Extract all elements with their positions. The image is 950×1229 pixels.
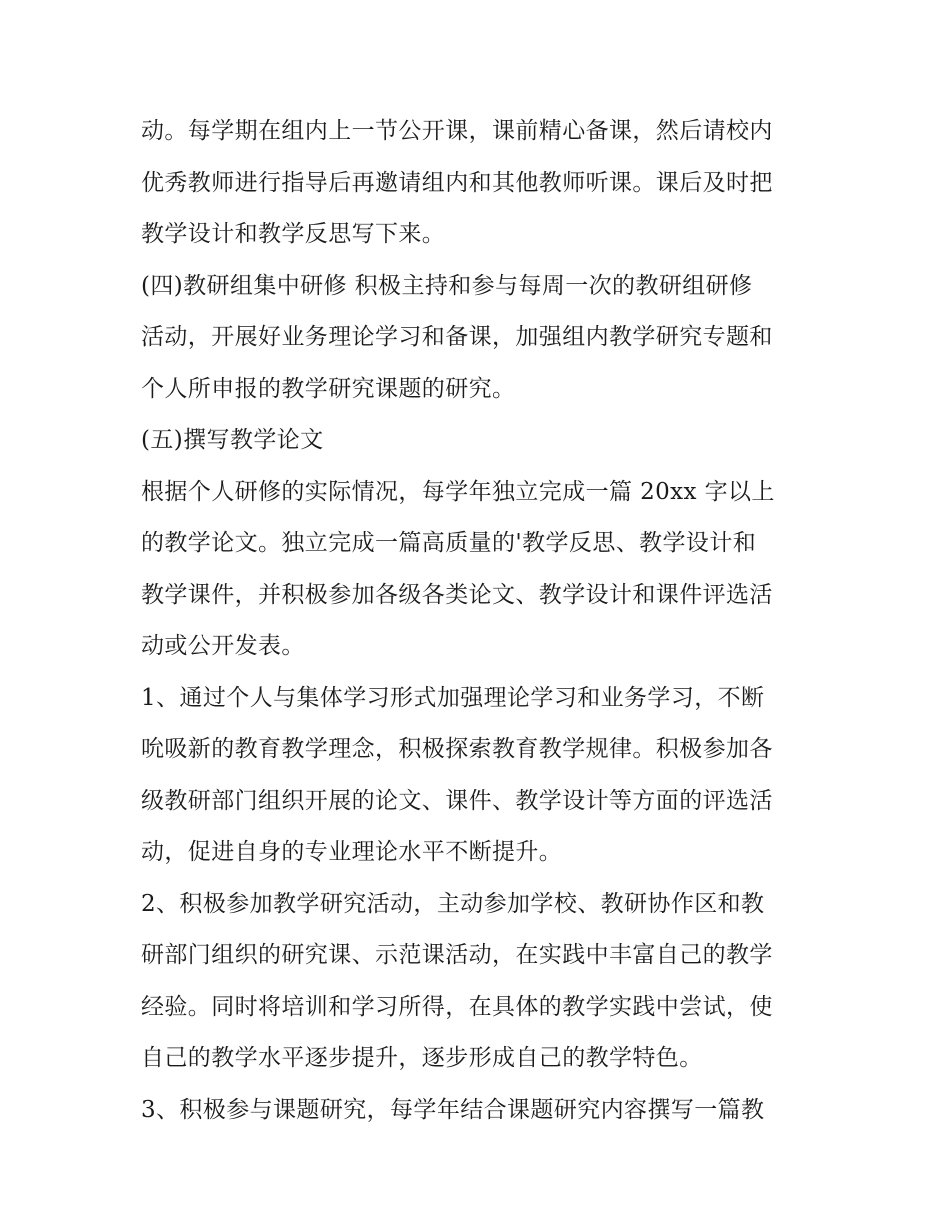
paragraph-line: 优秀教师进行指导后再邀请组内和其他教师听课。课后及时把 <box>141 169 773 196</box>
paragraph-line: 经验。同时将培训和学习所得，在具体的教学实践中尝试，使 <box>141 993 773 1020</box>
paragraph-line: 动。每学期在组内上一节公开课，课前精心备课，然后请校内 <box>141 118 773 144</box>
paragraph-line: 教学设计和教学反思写下来。 <box>141 221 446 247</box>
paragraph-line: 级教研部门组织开展的论文、课件、教学设计等方面的评选活 <box>141 787 773 814</box>
paragraph-line: 自己的教学水平逐步提升，逐步形成自己的教学特色。 <box>141 1045 703 1071</box>
paragraph-line: 教学课件，并积极参加各级各类论文、教学设计和课件评选活 <box>141 581 773 608</box>
list-item-2: 2、积极参加教学研究活动，主动参加学校、教研协作区和教 <box>141 890 765 917</box>
paragraph-line: 的教学论文。独立完成一篇高质量的'教学反思、教学设计和 <box>141 530 757 556</box>
paragraph-line: 吮吸新的教育教学理念，积极探索教育教学规律。积极参加各 <box>141 736 773 762</box>
paragraph-line: 根据个人研修的实际情况，每学年独立完成一篇 20xx 字以上 <box>141 478 775 505</box>
paragraph-line: 动或公开发表。 <box>141 633 305 659</box>
paragraph-line: 个人所申报的教学研究课题的研究。 <box>141 375 516 402</box>
section-heading-4: (四)教研组集中研修 积极主持和参与每周一次的教研组研修 <box>141 272 753 299</box>
document-body <box>141 106 821 1136</box>
paragraph-line: 动，促进自身的专业理论水平不断提升。 <box>141 839 563 865</box>
list-item-3: 3、积极参与课题研究，每学年结合课题研究内容撰写一篇教 <box>141 1096 765 1123</box>
paragraph-line: 研部门组织的研究课、示范课活动，在实践中丰富自己的教学 <box>141 942 773 968</box>
section-heading-5: (五)撰写教学论文 <box>141 427 324 453</box>
list-item-1: 1、通过个人与集体学习形式加强理论学习和业务学习，不断 <box>141 684 765 711</box>
paragraph-line: 活动，开展好业务理论学习和备课，加强组内教学研究专题和 <box>141 324 773 350</box>
